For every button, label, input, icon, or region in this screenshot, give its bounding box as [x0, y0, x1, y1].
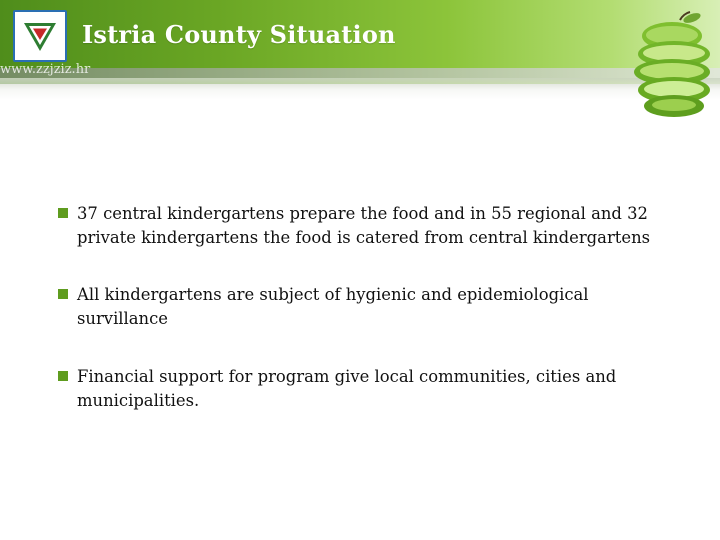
bullet-marker	[58, 289, 68, 299]
bullet-marker	[58, 208, 68, 218]
county-institute-logo-icon	[13, 10, 67, 62]
bullet-text: 37 central kindergartens prepare the food and in 55 regional and 32 private kindergartens the food is catered from central kindergartens	[77, 204, 651, 247]
slide-title: Istria County Situation	[82, 20, 396, 49]
bullet-text: All kindergartens are subject of hygienic and epidemiological survillance	[77, 285, 589, 328]
sliced-green-apple-icon	[628, 10, 718, 120]
bullet-marker	[58, 371, 68, 381]
header-fade	[0, 78, 720, 100]
bullet-text: Financial support for program give local communities, cities and municipalities.	[77, 367, 617, 410]
header-stripe	[0, 68, 720, 78]
website-url: www.zzjziz.hr	[0, 62, 91, 77]
